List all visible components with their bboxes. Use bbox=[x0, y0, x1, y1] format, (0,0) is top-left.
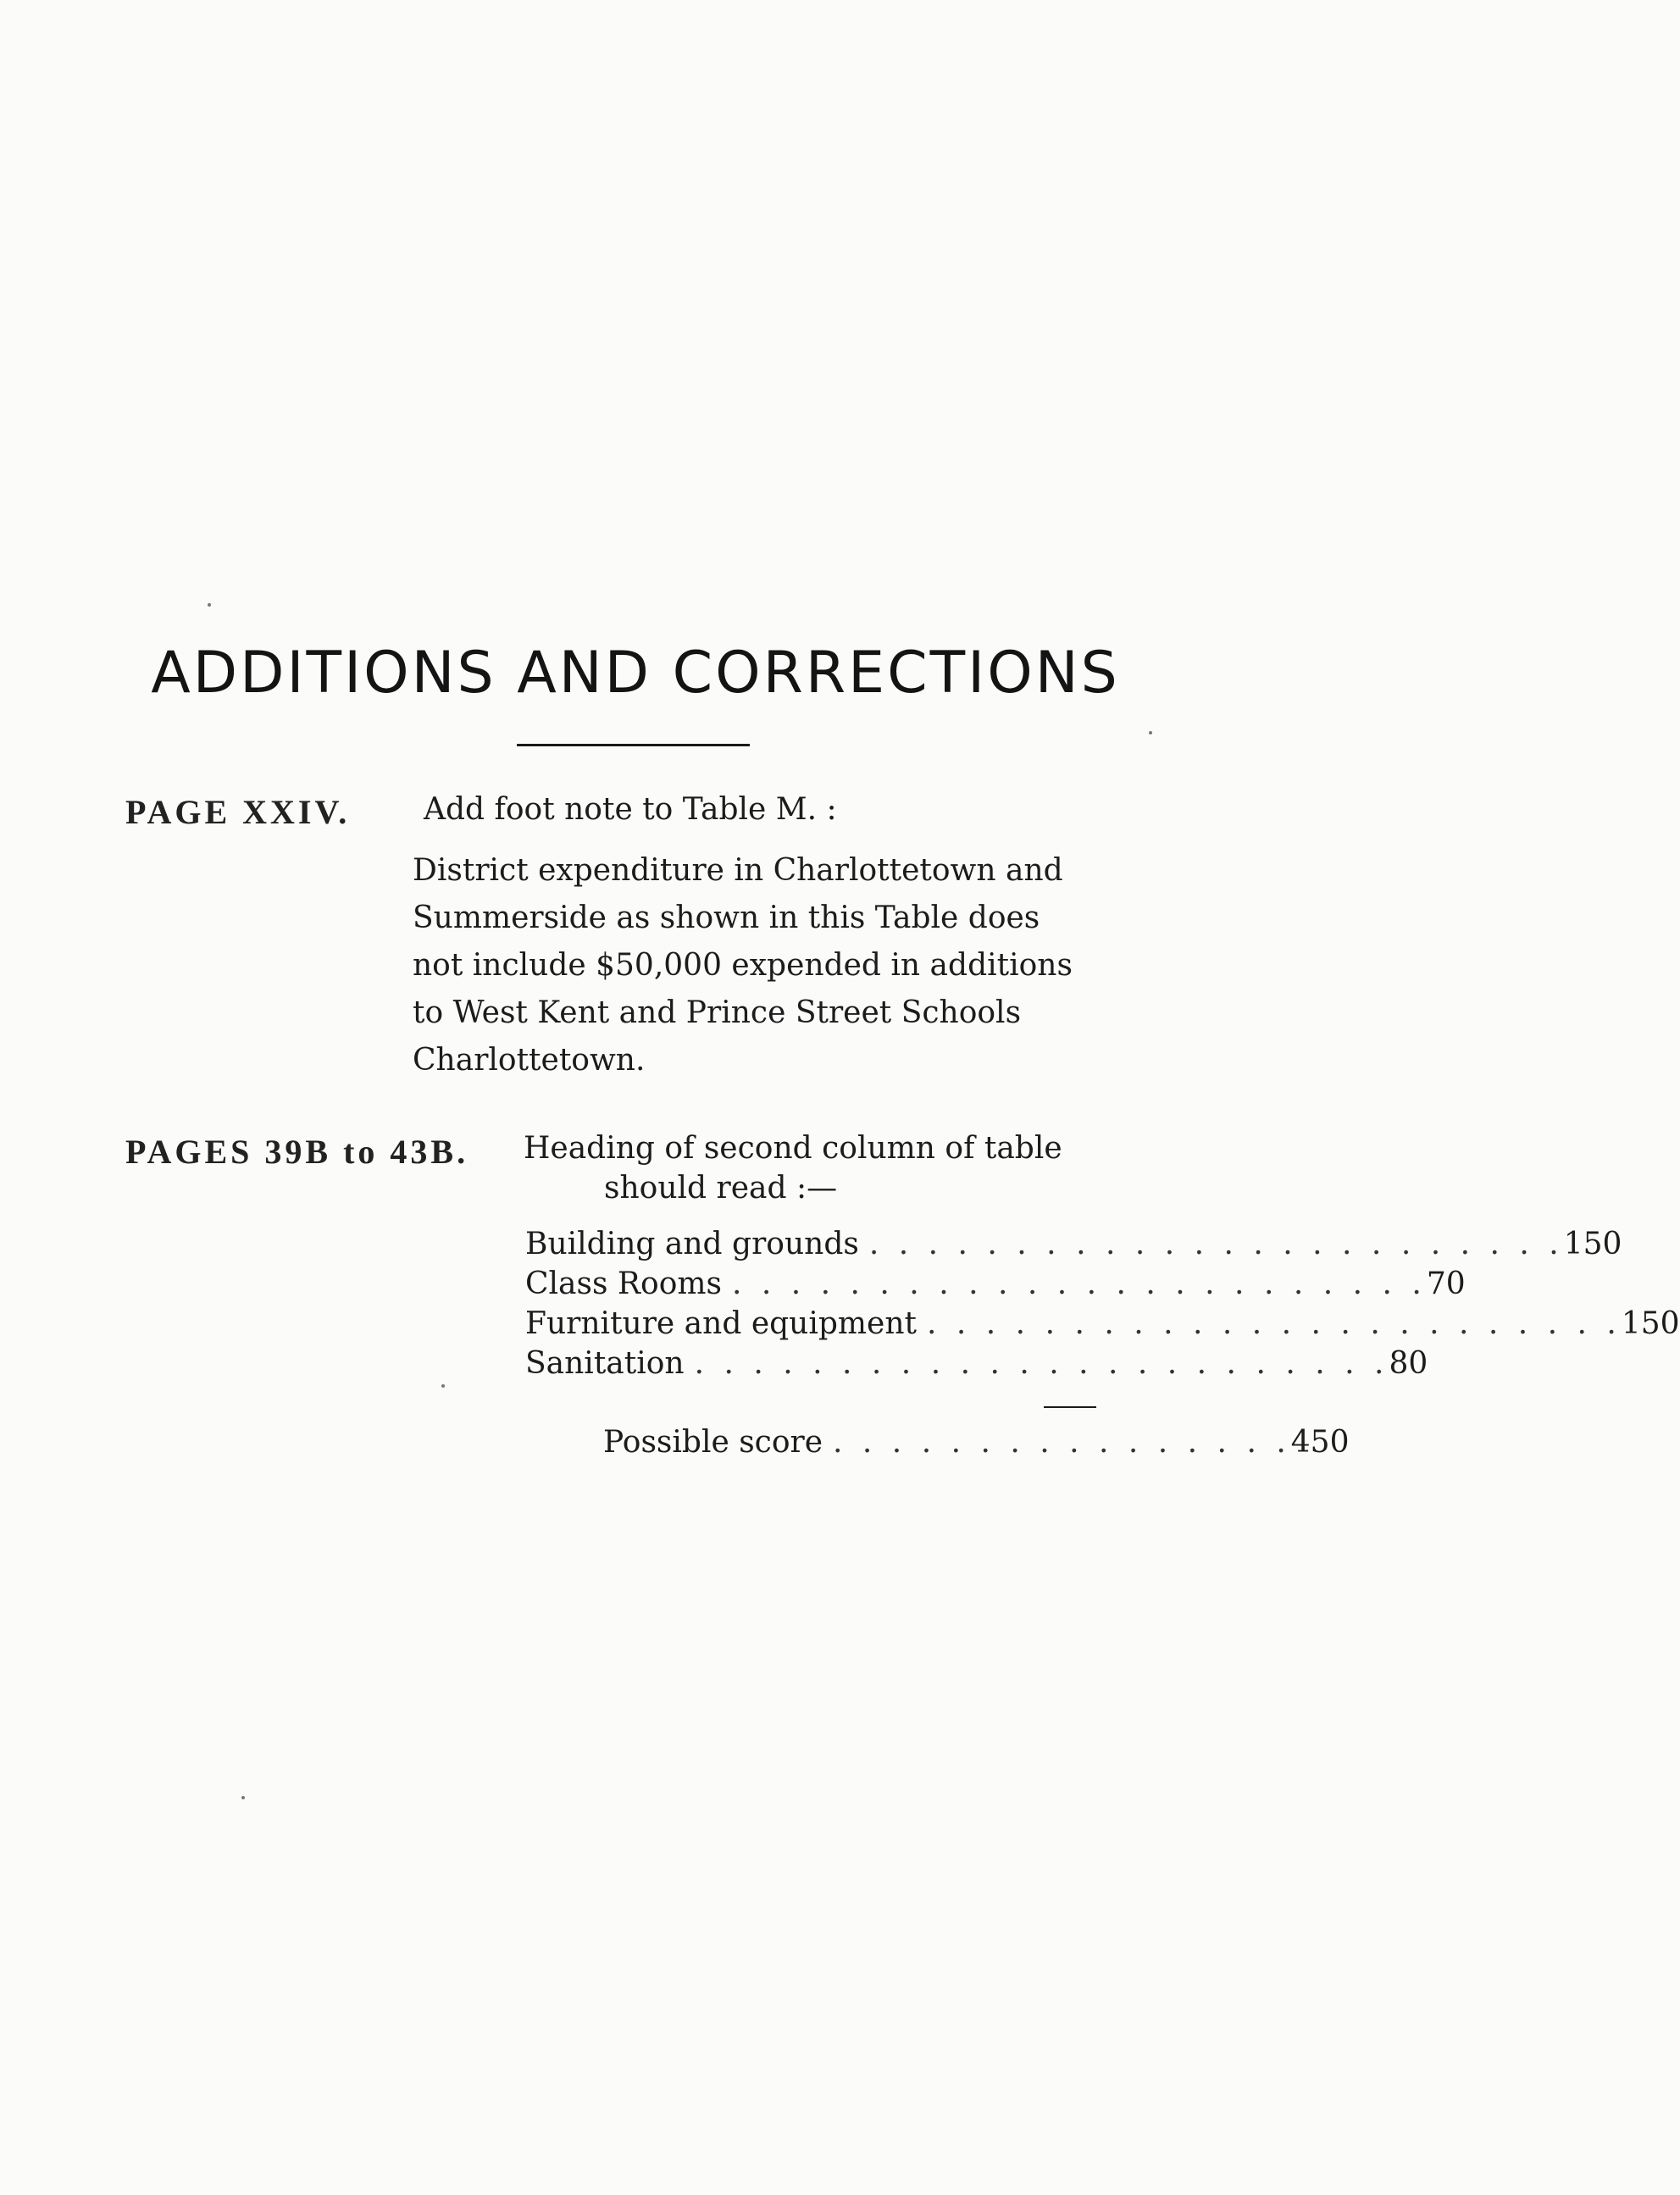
score-label: Sanitation bbox=[525, 1346, 685, 1381]
scan-speck bbox=[241, 1796, 245, 1799]
score-value: 70 bbox=[1426, 1267, 1466, 1301]
score-value: 80 bbox=[1389, 1346, 1428, 1381]
score-table bbox=[525, 1227, 1680, 1386]
entry-1-line-4: not include $50,000 expended in additions bbox=[413, 948, 1073, 983]
total-value: 450 bbox=[1290, 1425, 1350, 1460]
score-label: Building and grounds bbox=[525, 1227, 859, 1261]
entry-2-line-2: should read :— bbox=[604, 1171, 838, 1206]
total-row bbox=[603, 1425, 1350, 1460]
leader-dots: . . . . . . . . . . . . . . . . . . . . . . . . bbox=[731, 1267, 1427, 1301]
score-label: Class Rooms bbox=[525, 1267, 722, 1301]
leader-dots: . . . . . . . . . . . . . . . . . . . . . . . . bbox=[927, 1306, 1622, 1341]
entry-1-line-2: District expenditure in Charlottetown and bbox=[413, 853, 1063, 888]
entry-1-line-6: Charlottetown. bbox=[413, 1043, 646, 1078]
sum-rule bbox=[1044, 1406, 1096, 1408]
leader-dots: . . . . . . . . . . . . . . . . bbox=[833, 1425, 1291, 1460]
scan-speck bbox=[208, 603, 211, 607]
entry-1-line-1: Add foot note to Table M. : bbox=[424, 792, 837, 827]
leader-dots: . . . . . . . . . . . . . . . . . . . . . . . . bbox=[868, 1227, 1564, 1261]
entry-2-line-1: Heading of second column of table bbox=[524, 1131, 1062, 1166]
score-row bbox=[525, 1227, 1622, 1267]
score-row bbox=[525, 1306, 1680, 1346]
score-value: 150 bbox=[1563, 1227, 1622, 1261]
score-row bbox=[525, 1346, 1428, 1386]
scan-speck bbox=[1149, 731, 1152, 734]
scan-speck bbox=[441, 1384, 445, 1388]
entry-1-page-ref: PAGE XXIV. bbox=[125, 793, 351, 831]
leader-dots: . . . . . . . . . . . . . . . . . . . . . . . . bbox=[694, 1346, 1389, 1381]
total-label: Possible score bbox=[603, 1425, 823, 1460]
score-value: 150 bbox=[1621, 1306, 1680, 1341]
title-rule bbox=[517, 744, 750, 746]
entry-2-page-ref: PAGES 39B to 43B. bbox=[125, 1133, 469, 1171]
entry-1-line-5: to West Kent and Prince Street Schools bbox=[413, 995, 1022, 1030]
score-label: Furniture and equipment bbox=[525, 1306, 918, 1341]
score-row bbox=[525, 1267, 1466, 1306]
page-title: ADDITIONS AND CORRECTIONS bbox=[151, 640, 1120, 707]
entry-1-line-3: Summerside as shown in this Table does bbox=[413, 901, 1040, 935]
